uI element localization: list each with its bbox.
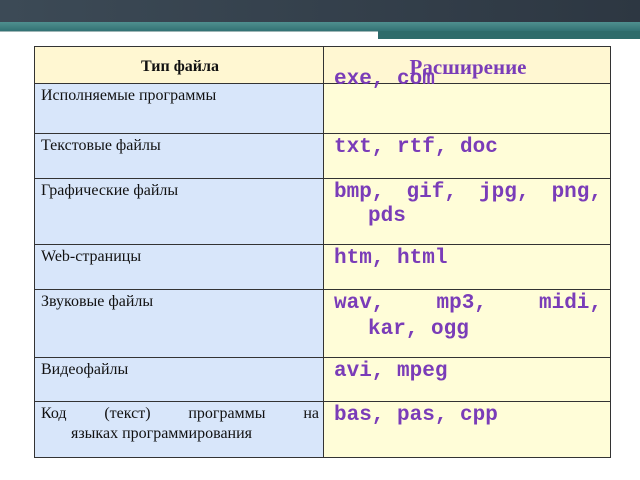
row-ext-text: bas, pas, cpp bbox=[334, 404, 498, 427]
header-file-type bbox=[35, 47, 324, 84]
row-ext-text-line1: bmp, gif, jpg, png, bbox=[334, 181, 602, 204]
row-ext-text: avi, mpeg bbox=[334, 360, 448, 383]
row-ext-cell bbox=[324, 179, 611, 245]
file-types-table bbox=[34, 46, 611, 458]
row-ext-cell bbox=[324, 68, 611, 134]
slide-header-tab bbox=[378, 31, 640, 39]
row-ext-text-line2: pds bbox=[368, 205, 406, 228]
table-row bbox=[35, 179, 611, 245]
table-row bbox=[35, 402, 611, 458]
table-row bbox=[35, 84, 611, 134]
row-type-text: Графические файлы bbox=[41, 182, 179, 199]
row-ext-text: exe, com bbox=[334, 68, 435, 91]
row-ext-cell bbox=[324, 290, 611, 358]
slide-header-line bbox=[0, 31, 378, 32]
row-ext-text: txt, rtf, doc bbox=[334, 136, 498, 159]
slide-header-bar bbox=[0, 0, 640, 22]
row-type-text: Видеофайлы bbox=[41, 361, 129, 378]
row-type-cell bbox=[35, 84, 324, 134]
table-row bbox=[35, 245, 611, 290]
row-ext-cell bbox=[324, 134, 611, 179]
table-row bbox=[35, 134, 611, 179]
row-type-text: Исполняемые программы bbox=[41, 87, 217, 104]
row-type-cell bbox=[35, 402, 324, 458]
row-type-text-line1: Код (текст) программы на bbox=[41, 405, 319, 422]
row-ext-text: htm, html bbox=[334, 247, 448, 270]
row-type-cell bbox=[35, 290, 324, 358]
header-extension-label: Расширение bbox=[409, 55, 527, 79]
table-row bbox=[35, 290, 611, 358]
row-ext-cell bbox=[324, 245, 611, 290]
table-header-row bbox=[35, 47, 611, 84]
row-type-text: Web-страницы bbox=[41, 248, 142, 265]
row-type-cell bbox=[35, 134, 324, 179]
row-ext-text-line2: kar, ogg bbox=[368, 318, 469, 341]
row-type-text-line2: языках программирования bbox=[71, 425, 253, 442]
row-type-text: Текстовые файлы bbox=[41, 137, 161, 154]
row-ext-cell bbox=[324, 358, 611, 402]
table-row bbox=[35, 358, 611, 402]
row-type-text: Звуковые файлы bbox=[41, 293, 154, 310]
row-type-cell bbox=[35, 179, 324, 245]
row-ext-text-line1: wav, mp3, midi, bbox=[334, 292, 602, 315]
header-file-type-label: Тип файла bbox=[141, 58, 219, 75]
row-ext-cell bbox=[324, 402, 611, 458]
row-type-cell bbox=[35, 245, 324, 290]
row-type-cell bbox=[35, 358, 324, 402]
